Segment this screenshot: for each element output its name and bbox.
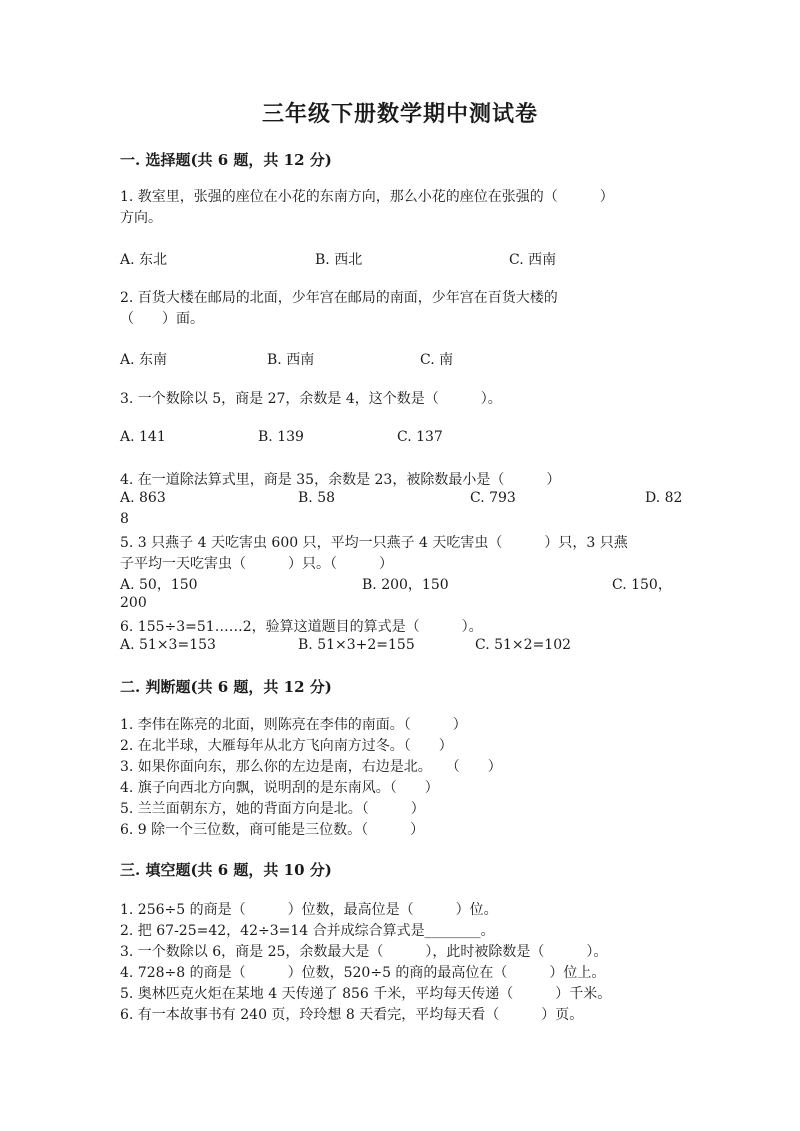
judgement-item-3: 3. 如果你面向东，那么你的左边是南，右边是北。 （ ） (120, 759, 502, 775)
question-3-option-a: A. 141 (120, 429, 166, 445)
question-2-option-c: C. 南 (420, 352, 454, 368)
question-4-option-d: D. 82 (645, 490, 683, 506)
question-4-option-d-wrap: 8 (120, 511, 129, 527)
question-5-option-c-wrap: 200 (120, 595, 147, 611)
fill-item-6: 6. 有一本故事书有 240 页，玲玲想 8 天看完，平均每天看（ ）页。 (120, 1007, 584, 1023)
fill-item-2: 2. 把 67-25=42，42÷3=14 合并成综合算式是________。 (120, 923, 495, 939)
judgement-item-2: 2. 在北半球，大雁每年从北方飞向南方过冬。（ ） (120, 738, 453, 754)
question-2-option-b: B. 西南 (267, 352, 315, 368)
question-4-option-a: A. 863 (120, 490, 166, 506)
question-2-line-2: （ ）面。 (120, 311, 204, 327)
judgement-item-5: 5. 兰兰面朝东方，她的背面方向是北。（ ） (120, 801, 425, 817)
section-heading-true-false: 二. 判断题(共 6 题，共 12 分) (120, 678, 332, 696)
question-3-option-c: C. 137 (397, 429, 443, 445)
question-4-line-1: 4. 在一道除法算式里，商是 35，余数是 23，被除数最小是（ ） (120, 472, 561, 488)
question-6-option-c: C. 51×2=102 (475, 637, 572, 653)
page-title: 三年级下册数学期中测试卷 (261, 101, 538, 127)
question-6-line-1: 6. 155÷3=51……2，验算这道题目的算式是（ ）。 (120, 619, 483, 635)
question-3-option-b: B. 139 (258, 429, 304, 445)
question-4-option-b: B. 58 (298, 490, 336, 506)
judgement-item-6: 6. 9 除一个三位数，商可能是三位数。（ ） (120, 822, 425, 838)
question-5-option-c: C. 150， (612, 577, 672, 593)
question-2-option-a: A. 东南 (120, 352, 168, 368)
question-5-option-a: A. 50，150 (120, 577, 198, 593)
question-4-option-c: C. 793 (470, 490, 516, 506)
fill-item-4: 4. 728÷8 的商是（ ）位数，520÷5 的商的最高位在（ ）位上。 (120, 965, 606, 981)
question-5-line-1: 5. 3 只燕子 4 天吃害虫 600 只，平均一只燕子 4 天吃害虫（ ）只，3 只燕 (120, 535, 628, 551)
fill-item-1: 1. 256÷5 的商是（ ）位数，最高位是（ ）位。 (120, 902, 498, 918)
question-1-option-a: A. 东北 (120, 252, 168, 268)
question-6-option-b: B. 51×3+2=155 (298, 637, 415, 653)
question-1-line-2: 方向。 (120, 210, 162, 226)
question-1-option-b: B. 西北 (315, 252, 363, 268)
judgement-item-4: 4. 旗子向西北方向飘，说明刮的是东南风。（ ） (120, 780, 439, 796)
judgement-item-1: 1. 李伟在陈亮的北面，则陈亮在李伟的南面。（ ） (120, 717, 467, 733)
question-1-line-1: 1. 教室里，张强的座位在小花的东南方向，那么小花的座位在张强的（ ） (120, 189, 614, 205)
question-3-line-1: 3. 一个数除以 5，商是 27，余数是 4，这个数是（ ）。 (120, 391, 502, 407)
question-5-option-b: B. 200，150 (362, 577, 449, 593)
question-2-line-1: 2. 百货大楼在邮局的北面，少年宫在邮局的南面，少年宫在百货大楼的 (120, 290, 558, 306)
section-heading-fill-in: 三. 填空题(共 6 题，共 10 分) (120, 861, 332, 879)
section-heading-choice: 一. 选择题(共 6 题，共 12 分) (120, 151, 332, 169)
question-1-option-c: C. 西南 (509, 252, 557, 268)
fill-item-5: 5. 奥林匹克火炬在某地 4 天传递了 856 千米，平均每天传递（ ）千米。 (120, 986, 612, 1002)
question-6-option-a: A. 51×3=153 (120, 637, 216, 653)
fill-item-3: 3. 一个数除以 6，商是 25，余数最大是（ ），此时被除数是（ ）。 (120, 944, 608, 960)
question-5-line-2: 子平均一天吃害虫（ ）只。（ ） (120, 556, 393, 572)
